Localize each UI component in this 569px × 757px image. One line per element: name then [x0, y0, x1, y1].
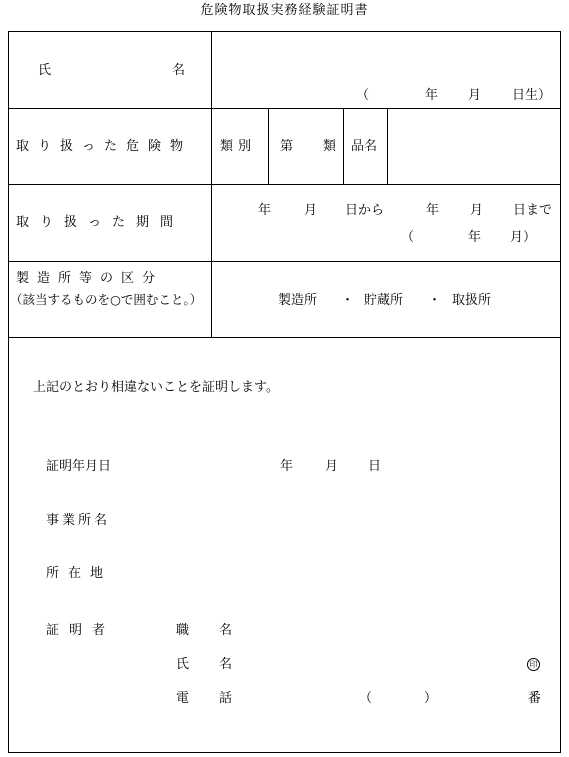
period-label: 取り扱った期間: [16, 215, 185, 230]
seal-mark: 印: [527, 658, 540, 671]
certification-date-day: 日: [368, 459, 382, 474]
phone-label: 電話: [176, 691, 263, 706]
to-day: 日まで: [513, 203, 553, 218]
to-month: 月: [470, 203, 484, 218]
facility-label: 製造所等の区分: [16, 271, 164, 286]
product-column-divider: [387, 108, 388, 185]
class-number-prefix: 第: [280, 139, 294, 154]
table-border-bottom: [8, 752, 561, 753]
from-month: 月: [304, 203, 318, 218]
total-month: 月）: [510, 230, 537, 245]
from-day: 日から: [345, 203, 385, 218]
phone-close-paren: ）: [424, 691, 438, 706]
document-title: 危険物取扱実務経験証明書: [200, 3, 369, 18]
row-divider: [8, 108, 561, 109]
class-number-suffix: 類: [323, 139, 337, 154]
class-column-divider: [268, 108, 269, 185]
name-label-2: 名: [172, 63, 186, 78]
birth-year: 年: [425, 88, 439, 103]
birth-day: 日生）: [512, 88, 552, 103]
table-border-right: [560, 31, 561, 753]
total-year: 年: [468, 230, 482, 245]
name-label-1: 氏: [38, 63, 52, 78]
from-year: 年: [258, 203, 272, 218]
certification-date-label: 証明年月日: [46, 459, 112, 474]
facility-option-handling: 取扱所: [452, 293, 492, 308]
certification-date-year: 年: [280, 459, 294, 474]
facility-separator: ・: [341, 293, 355, 308]
facility-note: （該当するものを○で囲むこと。）: [10, 292, 203, 307]
row-divider: [8, 261, 561, 262]
office-name-label: 事業所名: [46, 513, 111, 528]
birth-open-paren: （: [356, 88, 370, 103]
row-divider: [8, 184, 561, 185]
certifier-label: 証明者: [46, 623, 116, 638]
number-column-divider: [343, 108, 344, 185]
hazard-label: 取り扱った危険物: [16, 139, 193, 154]
to-year: 年: [426, 203, 440, 218]
facility-separator: ・: [428, 293, 442, 308]
table-border-left: [8, 31, 9, 753]
birth-month: 月: [468, 88, 482, 103]
certifier-name-label: 氏名: [176, 657, 263, 672]
product-label: 品名: [351, 139, 378, 154]
facility-option-storage: 貯蔵所: [364, 293, 404, 308]
address-label: 所在地: [46, 566, 113, 581]
label-column-divider: [211, 31, 212, 338]
certification-statement: 上記のとおり相違ないことを証明します。: [33, 380, 279, 395]
certification-date-month: 月: [325, 459, 339, 474]
total-open-paren: （: [401, 230, 415, 245]
facility-option-manufacturing: 製造所: [278, 293, 318, 308]
row-divider: [8, 337, 561, 338]
phone-suffix: 番: [528, 691, 542, 706]
position-label: 職名: [176, 623, 263, 638]
phone-open-paren: （: [359, 691, 373, 706]
table-border-top: [8, 31, 561, 32]
class-label: 類別: [220, 139, 257, 154]
